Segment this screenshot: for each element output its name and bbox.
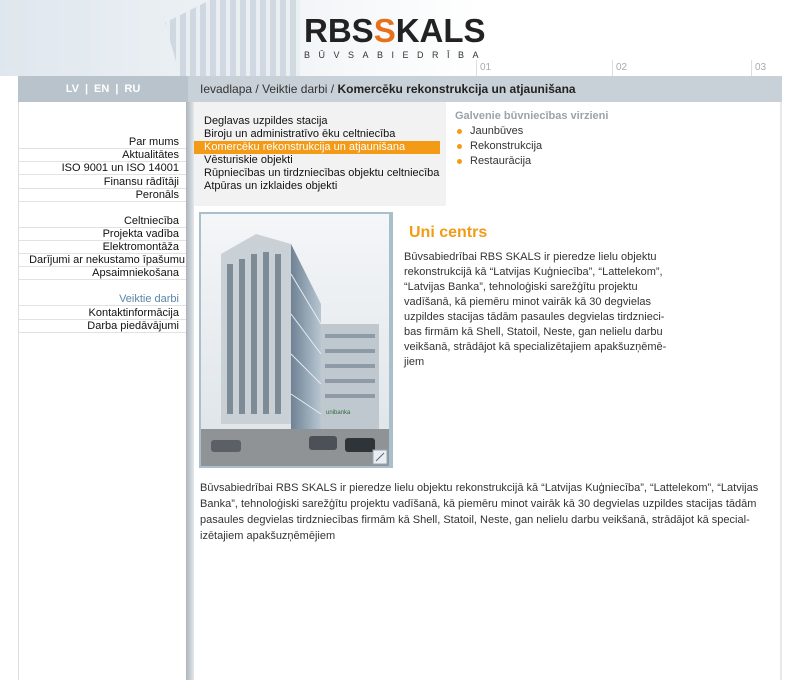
nav-item-celtnieciba[interactable]: Celtniecība <box>19 215 187 228</box>
language-switcher <box>18 76 188 102</box>
building-illustration <box>201 214 389 466</box>
nav-item-peronals[interactable]: Peronāls <box>19 189 187 202</box>
photo-sign: unibanka <box>326 410 351 416</box>
object-short-description: Būvsabiedrībai RBS SKALS ir pieredze lielu objektu rekonstrukcijā kā “Latvijas Kuģniecība”, “Lattelekom”, “Latvijas Banka”, tehnoloģiski sarežģītu projektu vadīšanā, kā piemēru minot vairāk kā 30 degvielas uzpildes stacijas tādām pasaules degvielas tirdznieci-bas firmām kā Shell, Statoil, Neste, gan nelielu darbu veikšanā, strādājot kā specializētajiem apakšuzņēmē-jiem <box>404 251 667 368</box>
header-page-number: 01 <box>480 62 492 73</box>
bullet-icon <box>457 159 462 164</box>
header-page-number: 03 <box>755 62 767 73</box>
breadcrumb-section[interactable]: Veiktie darbi <box>262 82 328 96</box>
logo-tagline: BŪVSABIEDRĪBA <box>304 50 488 60</box>
header-page-number: 02 <box>616 62 628 73</box>
breadcrumb-separator: / <box>255 82 259 96</box>
nav-item-kontaktinformacija[interactable]: Kontaktinformācija <box>19 307 187 320</box>
direction-item-jaunbuves[interactable]: Jaunbūves <box>457 125 523 137</box>
breadcrumb-home[interactable]: Ievadlapa <box>200 82 253 96</box>
left-navigation <box>18 102 187 680</box>
language-en[interactable]: EN <box>94 83 110 95</box>
nav-item-par-mums[interactable]: Par mums <box>19 136 187 149</box>
language-separator: | <box>115 83 119 95</box>
breadcrumb <box>200 82 576 96</box>
right-border <box>780 102 782 680</box>
submenu-item-rupniecibas[interactable]: Rūpniecības un tirdzniecības objektu celtniecība <box>204 167 440 179</box>
language-separator: | <box>84 83 89 95</box>
submenu-item-biroju[interactable]: Biroju un administratīvo ēku celtniecība <box>204 128 396 140</box>
nav-item-elektromontaza[interactable]: Elektromontāža <box>19 241 187 254</box>
submenu-item-vesturiskie[interactable]: Vēsturiskie objekti <box>204 154 293 166</box>
bullet-icon <box>457 129 462 134</box>
breadcrumb-current: Komercēku rekonstrukcija un atjaunišana <box>337 82 576 96</box>
submenu-item-atputas[interactable]: Atpūras un izklaides objekti <box>204 180 338 192</box>
direction-item-restauracija[interactable]: Restaurācija <box>457 155 531 167</box>
nav-item-darijumi[interactable]: Darījumi ar nekustamo īpašumu <box>19 254 187 267</box>
submenu-item-deglavas[interactable]: Deglavas uzpildes stacija <box>204 115 328 127</box>
building-photo[interactable] <box>201 214 389 466</box>
nav-item-projekta-vadiba[interactable]: Projekta vadība <box>19 228 187 241</box>
object-title: Uni centrs <box>409 224 488 241</box>
enlarge-photo-icon[interactable] <box>373 450 387 464</box>
language-lv[interactable]: LV <box>65 83 79 95</box>
logo[interactable] <box>304 14 494 66</box>
nav-item-iso[interactable]: ISO 9001 un ISO 14001 <box>19 162 187 175</box>
nav-item-veiktie-darbi[interactable]: Veiktie darbi <box>19 293 187 306</box>
nav-item-aktualitates[interactable]: Aktualitātes <box>19 149 187 162</box>
header-divider <box>612 60 613 76</box>
nav-item-apsaimniekosana[interactable]: Apsaimniekošana <box>19 267 187 280</box>
nav-item-darba-piedavajumi[interactable]: Darba piedāvājumi <box>19 320 187 333</box>
header-divider <box>476 60 477 76</box>
direction-item-rekonstrukcija[interactable]: Rekonstrukcija <box>457 140 542 152</box>
category-submenu <box>194 102 446 206</box>
bullet-icon <box>457 144 462 149</box>
submenu-item-komerceku[interactable]: Komercēku rekonstrukcija un atjaunišana <box>194 141 440 154</box>
breadcrumb-separator: / <box>330 82 335 96</box>
nav-shadow <box>186 102 194 680</box>
object-full-description: Būvsabiedrībai RBS SKALS ir pieredze lielu objektu rekonstrukcijā kā “Latvijas Kuģniecība”, “Lattelekom”, “Latvijas Banka”, tehnoloģiski sarežģītu projektu vadīšanā, kā piemēru minot vairāk kā 30 degvielas uzpildes stacijas tādām pasaules degvielas tirdzniecības firmām kā Shell, Statoil, Neste, gan nelielu darbu veikšanā, strādājot kā special-izētajiem apakšuzņēmējiem <box>200 482 759 542</box>
header-divider <box>751 60 752 76</box>
nav-item-finansu-raditaji[interactable]: Finansu rādītāji <box>19 176 187 189</box>
language-ru[interactable]: RU <box>124 83 141 95</box>
directions-title: Galvenie būvniecības virzieni <box>455 110 609 122</box>
logo-wordmark: RBSSKALS <box>304 12 486 49</box>
